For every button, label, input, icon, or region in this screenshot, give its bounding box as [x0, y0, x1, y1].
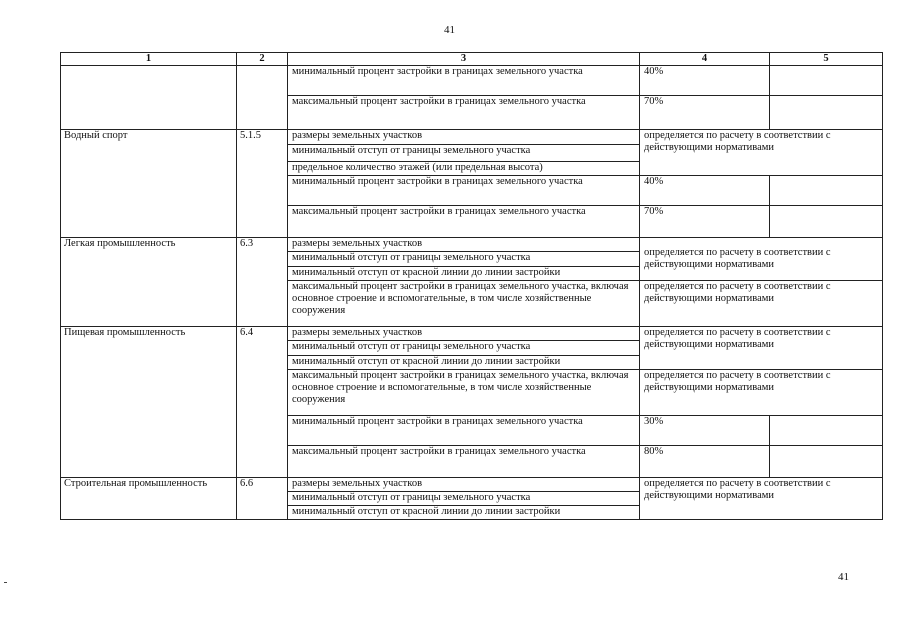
param-cell: размеры земельных участков [288, 478, 640, 492]
param-cell: минимальный процент застройки в границах земельного участка [288, 176, 640, 206]
value-cell: 40% [640, 176, 770, 206]
value-cell: 70% [640, 96, 770, 130]
page-number-top: 41 [444, 24, 455, 36]
param-cell: минимальный процент застройки в границах земельного участка [288, 416, 640, 446]
note-cell [770, 416, 883, 446]
param-cell: размеры земельных участков [288, 130, 640, 145]
param-cell: максимальный процент застройки в границах земельного участка [288, 446, 640, 478]
value-cell: определяется по расчету в соответствии с действующими нормативами [640, 370, 883, 416]
value-cell: определяется по расчету в соответствии с действующими нормативами [640, 238, 883, 281]
param-cell: минимальный отступ от красной линии до линии застройки [288, 267, 640, 281]
param-cell: размеры земельных участков [288, 327, 640, 341]
use-code-cell: 6.3 [237, 238, 288, 327]
value-cell: 30% [640, 416, 770, 446]
page-number-bottom: 41 [838, 571, 849, 583]
value-cell: определяется по расчету в соответствии с действующими нормативами [640, 327, 883, 370]
param-cell: предельное количество этажей (или предельная высота) [288, 162, 640, 176]
note-cell [770, 206, 883, 238]
param-cell: максимальный процент застройки в границах земельного участка [288, 206, 640, 238]
header-col-4: 4 [640, 53, 770, 66]
param-cell: минимальный отступ от красной линии до линии застройки [288, 356, 640, 370]
scan-mark [4, 582, 7, 583]
value-cell: определяется по расчету в соответствии с действующими нормативами [640, 130, 883, 176]
use-name-cell: Водный спорт [61, 130, 237, 238]
param-cell: минимальный процент застройки в границах земельного участка [288, 66, 640, 96]
param-cell: минимальный отступ от границы земельного участка [288, 252, 640, 267]
param-cell: минимальный отступ от красной линии до линии застройки [288, 506, 640, 520]
land-use-table [60, 52, 883, 520]
param-cell: минимальный отступ от границы земельного участка [288, 145, 640, 162]
header-col-5: 5 [770, 53, 883, 66]
use-code-cell: 5.1.5 [237, 130, 288, 238]
param-cell: максимальный процент застройки в границах земельного участка [288, 96, 640, 130]
value-cell: определяется по расчету в соответствии с действующими нормативами [640, 281, 883, 327]
continuation-code-cell [237, 66, 288, 130]
param-cell: минимальный отступ от границы земельного участка [288, 341, 640, 356]
continuation-name-cell [61, 66, 237, 130]
use-name-cell: Пищевая промышленность [61, 327, 237, 478]
use-code-cell: 6.4 [237, 327, 288, 478]
use-name-cell: Строительная промышленность [61, 478, 237, 520]
table-row [61, 66, 883, 96]
table-row [61, 130, 883, 145]
header-col-1: 1 [61, 53, 237, 66]
use-name-cell: Легкая промышленность [61, 238, 237, 327]
header-col-2: 2 [237, 53, 288, 66]
table-row [61, 478, 883, 492]
use-code-cell: 6.6 [237, 478, 288, 520]
value-cell: определяется по расчету в соответствии с действующими нормативами [640, 478, 883, 520]
note-cell [770, 176, 883, 206]
note-cell [770, 96, 883, 130]
header-row [61, 53, 883, 66]
param-cell: размеры земельных участков [288, 238, 640, 252]
table-row [61, 327, 883, 341]
param-cell: максимальный процент застройки в границах земельного участка, включая основное строение и вспомогательные, в том числе хозяйственные сооружения [288, 370, 640, 416]
note-cell [770, 66, 883, 96]
param-cell: минимальный отступ от границы земельного участка [288, 492, 640, 506]
header-col-3: 3 [288, 53, 640, 66]
value-cell: 70% [640, 206, 770, 238]
note-cell [770, 446, 883, 478]
value-cell: 80% [640, 446, 770, 478]
value-cell: 40% [640, 66, 770, 96]
table-row [61, 238, 883, 252]
param-cell: максимальный процент застройки в границах земельного участка, включая основное строение и вспомогательные, в том числе хозяйственные сооружения [288, 281, 640, 327]
